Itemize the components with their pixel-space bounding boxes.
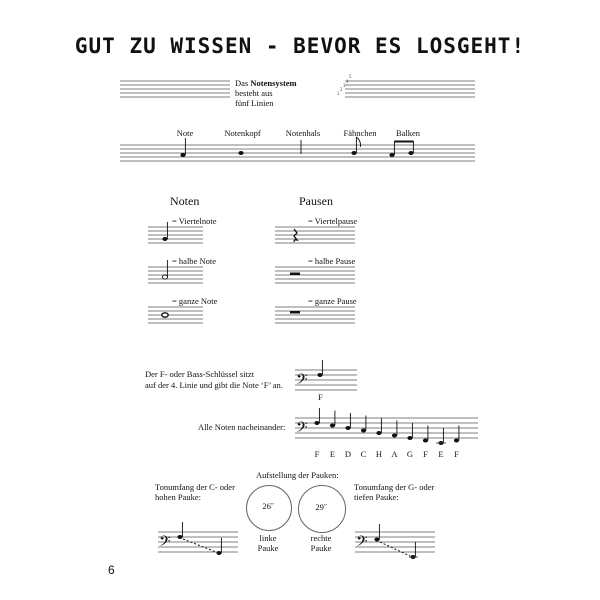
- label-notenkopf: Notenkopf: [224, 128, 261, 138]
- staff-c-pauke: [158, 530, 238, 554]
- label-faehnchen: Fähnchen: [343, 128, 377, 138]
- staff-ganze-pause: [275, 306, 355, 326]
- right-drum-label: [301, 533, 341, 553]
- svg-text:𝄢: 𝄢: [296, 419, 308, 440]
- svg-text:3: 3: [343, 83, 346, 88]
- note-head: [407, 436, 412, 440]
- note-letter: A: [391, 449, 398, 459]
- all-notes-label: Alle Noten nacheinander:: [198, 422, 286, 432]
- pausen-heading: Pausen: [299, 194, 333, 208]
- note-letter: G: [406, 449, 414, 459]
- note-letter: F: [454, 449, 459, 459]
- note-letter: F: [314, 449, 320, 459]
- left-drum-size: 26˝: [262, 501, 274, 511]
- bass-clef-text: [145, 369, 283, 391]
- staff-right-with-markers: [335, 74, 475, 100]
- note-letter: D: [344, 449, 352, 459]
- label-balken: Balken: [395, 128, 421, 138]
- g-pauke-text: [354, 482, 434, 502]
- note-letter: E: [329, 449, 336, 459]
- staff-left-empty: [120, 80, 230, 100]
- halbe-pause-label: = halbe Pause: [308, 256, 356, 266]
- label-notenhals: Notenhals: [285, 128, 321, 138]
- note-head: [376, 431, 381, 435]
- ganze-pause-label: = ganze Pause: [308, 296, 357, 306]
- notensystem-text: [235, 78, 297, 108]
- note-head: [423, 439, 428, 443]
- staff-bass-clef-f: [295, 368, 357, 392]
- g-pauke-line1: Tonumfang der G- oder: [354, 482, 435, 492]
- note-head: [454, 439, 459, 443]
- notensystem-bold: Notensystem: [250, 78, 297, 88]
- aufstellung-label: Aufstellung der Pauken:: [256, 470, 339, 480]
- svg-text:5: 5: [349, 74, 352, 79]
- note-letter: E: [438, 449, 444, 459]
- page-title: GUT ZU WISSEN - BEVOR ES LOSGEHT!: [74, 34, 526, 58]
- note-head: [361, 429, 366, 433]
- svg-text:𝄢: 𝄢: [159, 533, 171, 554]
- svg-text:2: 2: [340, 87, 343, 92]
- viertelnote-label: = Viertelnote: [172, 216, 217, 226]
- ganze-note-label: = ganze Note: [172, 296, 218, 306]
- svg-text:4: 4: [346, 79, 349, 84]
- note-head: [392, 434, 397, 438]
- c-pauke-line2: hohen Pauke:: [155, 492, 202, 502]
- label-note: Note: [176, 128, 194, 138]
- noten-heading: Noten: [170, 194, 200, 208]
- svg-text:1: 1: [337, 91, 340, 96]
- note-head: [330, 424, 335, 428]
- c-pauke-text: [155, 482, 235, 502]
- svg-text:𝄢: 𝄢: [356, 533, 368, 554]
- staff-halbe-pause: [275, 266, 355, 286]
- staff-all-notes: [295, 416, 478, 440]
- notensystem-prefix: Das: [235, 78, 251, 88]
- right-drum-size: 29˝: [315, 502, 327, 512]
- note-letter: C: [360, 449, 367, 459]
- right-drum-label-line1: rechte: [310, 533, 332, 543]
- bass-clef-text-line1: Der F- oder Bass-Schlüssel sitzt: [145, 369, 255, 379]
- note-head: [314, 421, 319, 425]
- f-label: F: [318, 392, 323, 402]
- page-number: 6: [108, 563, 115, 577]
- staff-note-parts: [120, 140, 475, 170]
- staff-halbe-note: [148, 266, 203, 286]
- note-letter: F: [423, 449, 428, 459]
- left-drum-label-line2: Pauke: [257, 543, 279, 553]
- staff-ganze-note: [148, 306, 203, 326]
- viertelpause-label: = Viertelpause: [308, 216, 358, 226]
- left-drum-label: [248, 533, 288, 553]
- left-drum-label-line1: linke: [259, 533, 277, 543]
- notensystem-line3: fünf Linien: [235, 98, 274, 108]
- staff-viertelpause: [275, 226, 355, 246]
- staff-viertelnote: [148, 226, 203, 246]
- halbe-note-label: = halbe Note: [172, 256, 216, 266]
- g-pauke-line2: tiefen Pauke:: [354, 492, 399, 502]
- c-pauke-line1: Tonumfang der C- oder: [155, 482, 235, 492]
- bass-clef-icon: 𝄢: [296, 371, 308, 392]
- right-drum-label-line2: Pauke: [310, 543, 332, 553]
- notensystem-line2: besteht aus: [235, 88, 273, 98]
- note-letter: H: [375, 449, 383, 459]
- staff-g-pauke: [355, 530, 435, 558]
- bass-clef-text-line2: auf der 4. Linie und gibt die Note ‘F’ an.: [145, 380, 283, 390]
- note-head: [345, 426, 350, 430]
